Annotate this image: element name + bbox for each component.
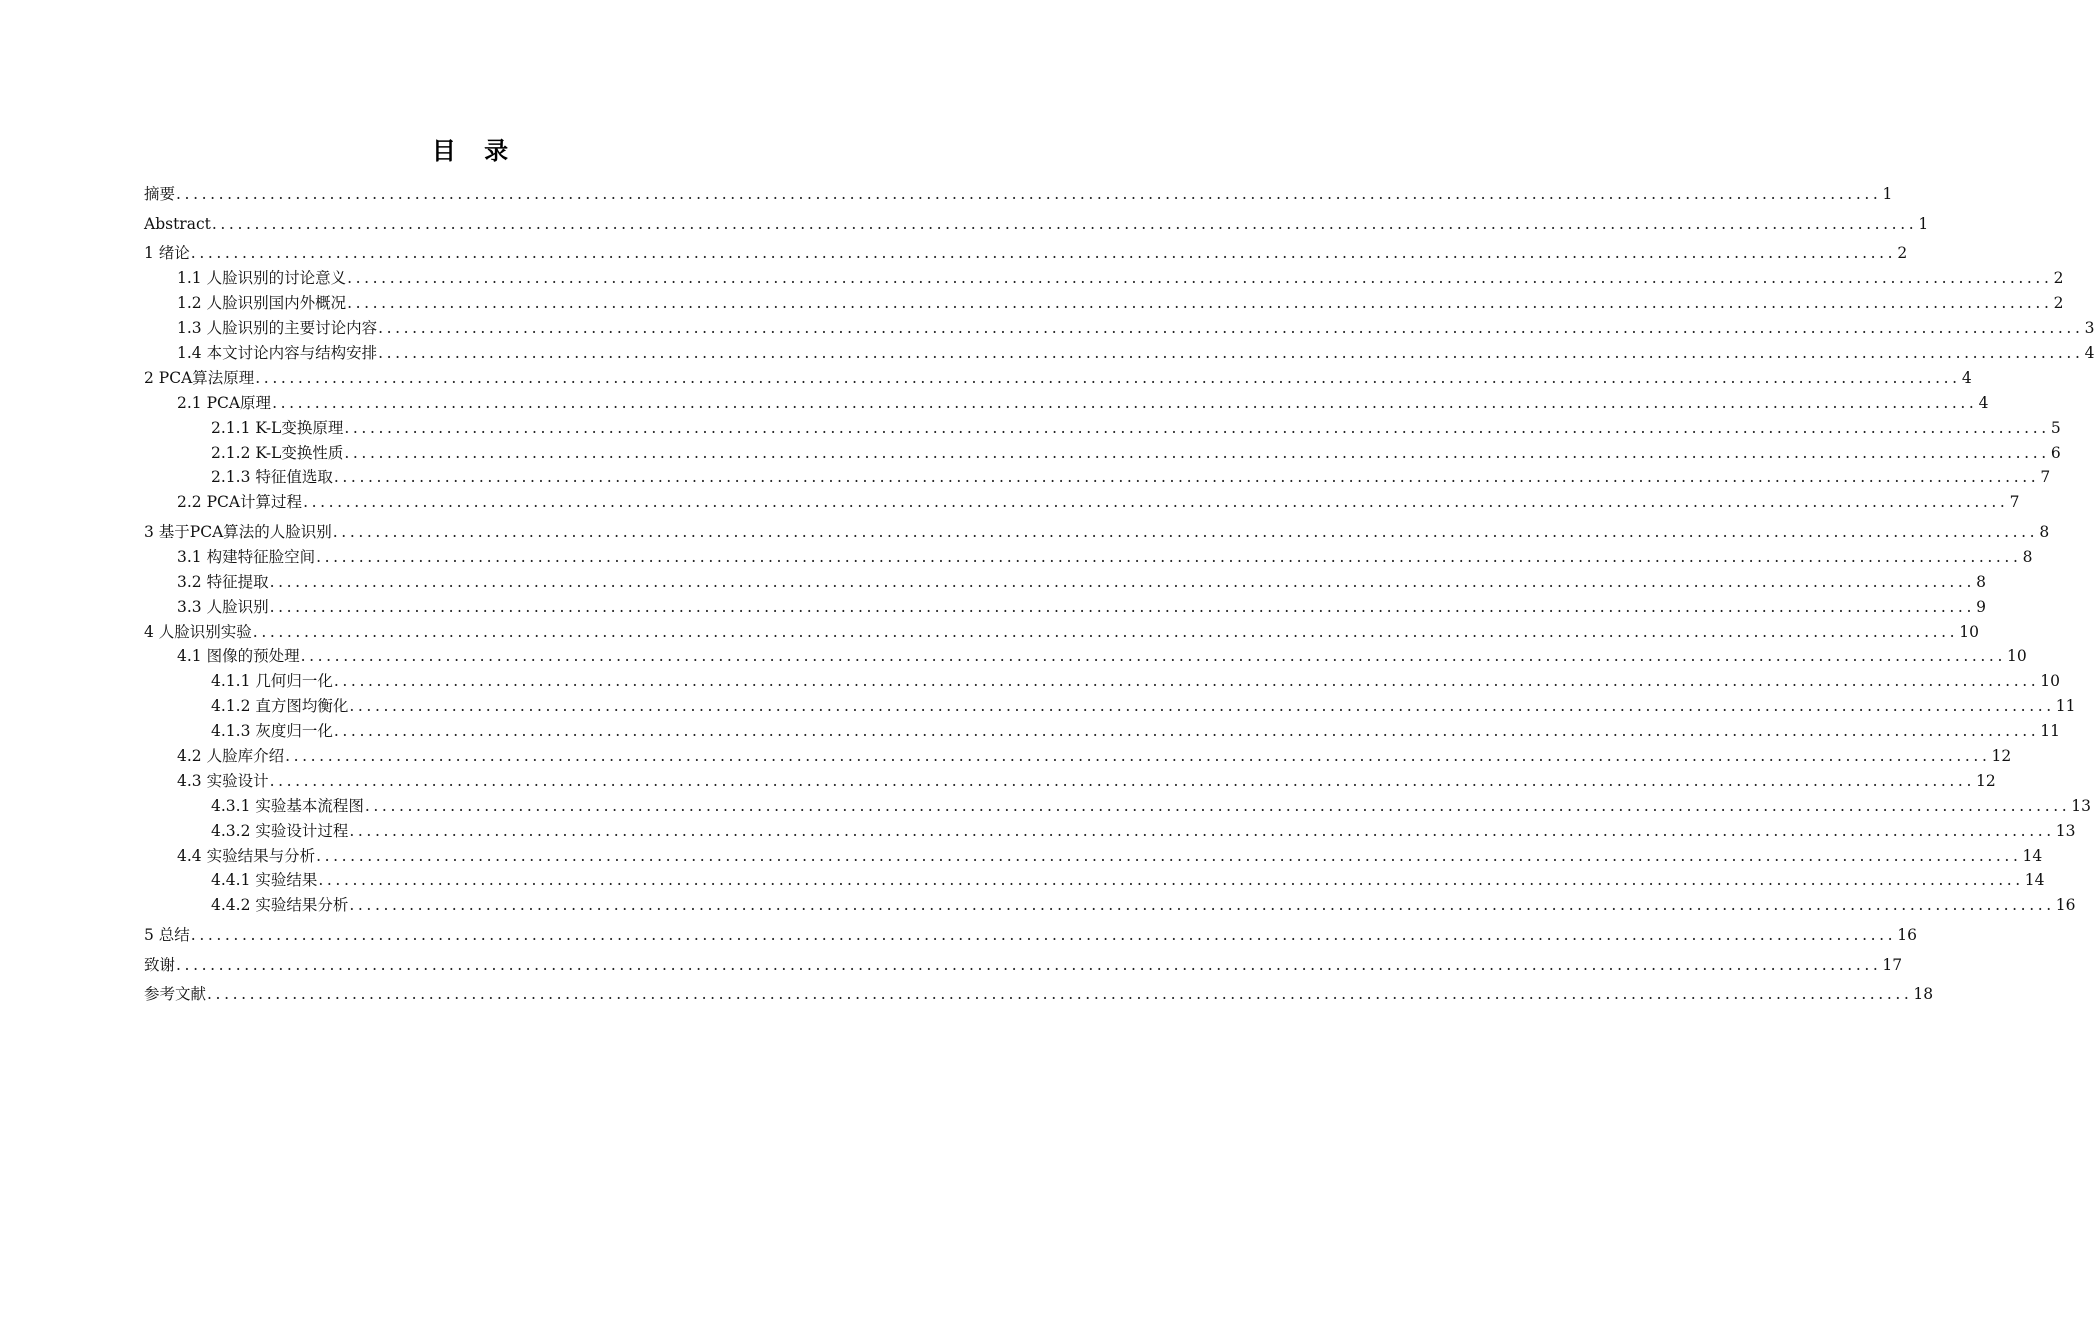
toc-entry-page-number: 7 [2009, 493, 2020, 512]
dot-leader: ........................................................................................................................................................................................................ [285, 746, 1991, 765]
dot-leader: ........................................................................................................................................................................................................ [269, 771, 1975, 790]
toc-entry [144, 620, 1979, 645]
toc-entry-page-number: 4 [1961, 368, 1972, 387]
toc-entry [144, 465, 2051, 490]
toc-entry [144, 316, 2094, 341]
toc-entry-page-number: 4 [1978, 393, 1989, 412]
toc-entry [144, 669, 2061, 694]
dot-leader: ........................................................................................................................................................................................................ [211, 214, 1918, 233]
dot-leader: ........................................................................................................................................................................................................ [190, 244, 1897, 263]
toc-entry-title: 4.1.3 灰度归一化 [211, 722, 333, 741]
toc-entry [144, 182, 1893, 207]
toc-entry [144, 923, 1917, 948]
dot-leader: ........................................................................................................................................................................................................ [349, 821, 2055, 840]
dot-leader: ........................................................................................................................................................................................................ [255, 368, 1961, 387]
toc-entry [144, 595, 1986, 620]
toc-entry-page-number: 16 [2055, 896, 2076, 915]
toc-entry [144, 868, 2045, 893]
toc-entry-title: 2 PCA算法原理 [144, 368, 255, 387]
toc-entry-page-number: 10 [2006, 647, 2027, 666]
toc-entry-title: 4.4.2 实验结果分析 [211, 896, 349, 915]
dot-leader: ........................................................................................................................................................................................................ [176, 185, 1882, 203]
toc-entry [144, 694, 2076, 719]
dot-leader: ........................................................................................................................................................................................................ [303, 493, 2009, 512]
toc-entry-title: 1 绪论 [144, 244, 190, 263]
toc-entry-title: 致谢 [144, 955, 176, 974]
dot-leader: ........................................................................................................................................................................................................ [347, 294, 2053, 313]
toc-entry-title: 2.2 PCA计算过程 [177, 493, 303, 512]
dot-leader: ........................................................................................................................................................................................................ [364, 796, 2071, 815]
toc-entry-title: 1.1 人脸识别的讨论意义 [177, 269, 347, 288]
dot-leader: ........................................................................................................................................................................................................ [300, 647, 2006, 666]
toc-title: 目 录 [431, 137, 519, 165]
toc-entry-page-number: 12 [1975, 771, 1996, 790]
toc-entry-page-number: 14 [2024, 871, 2045, 890]
toc-entry-title: 4 人脸识别实验 [144, 622, 252, 641]
toc-entry-title: 4.3.2 实验设计过程 [211, 821, 349, 840]
toc-entry-title: 参考文献 [144, 985, 207, 1004]
dot-leader: ........................................................................................................................................................................................................ [207, 985, 1913, 1004]
toc-entry-title: 4.1.2 直方图均衡化 [211, 697, 349, 716]
toc-entry-title: 3.1 构建特征脸空间 [177, 547, 316, 566]
dot-leader: ........................................................................................................................................................................................................ [333, 672, 2040, 691]
toc-entry [144, 391, 1989, 416]
toc-entry [144, 719, 2061, 744]
toc-entry-page-number: 17 [1882, 955, 1903, 974]
toc-entry-title: 4.3 实验设计 [177, 771, 269, 790]
toc-entry-title: 3.2 特征提取 [177, 572, 269, 591]
toc-entry [144, 819, 2076, 844]
toc-entry [144, 441, 2061, 466]
toc-entry-title: 1.4 本文讨论内容与结构安排 [177, 343, 378, 362]
dot-leader: ........................................................................................................................................................................................................ [316, 846, 2022, 865]
toc-entry-title: Abstract [144, 214, 211, 233]
toc-entry-title: 4.4.1 实验结果 [211, 871, 318, 890]
toc-entry-page-number: 13 [2055, 821, 2076, 840]
toc-entry [144, 490, 2020, 515]
toc-entry-title: 2.1.1 K-L变换原理 [211, 418, 344, 437]
toc-entry-page-number: 1 [1882, 185, 1893, 203]
toc-entry-title: 摘要 [144, 185, 176, 203]
table-of-contents [144, 182, 2094, 1007]
toc-entry-page-number: 11 [2040, 722, 2061, 741]
toc-entry [144, 520, 2050, 545]
toc-entry-page-number: 10 [2040, 672, 2061, 691]
toc-entry-page-number: 18 [1913, 985, 1934, 1004]
toc-entry-title: 4.4 实验结果与分析 [177, 846, 316, 865]
toc-entry [144, 291, 2064, 316]
dot-leader: ........................................................................................................................................................................................................ [316, 547, 2022, 566]
toc-entry-title: 5 总结 [144, 926, 190, 945]
toc-entry [144, 844, 2043, 869]
toc-entry-title: 1.3 人脸识别的主要讨论内容 [177, 319, 378, 338]
toc-entry-page-number: 7 [2040, 468, 2051, 487]
toc-entry-page-number: 12 [1991, 746, 2012, 765]
dot-leader: ........................................................................................................................................................................................................ [344, 418, 2050, 437]
dot-leader: ........................................................................................................................................................................................................ [333, 722, 2040, 741]
dot-leader: ........................................................................................................................................................................................................ [347, 269, 2053, 288]
dot-leader: ........................................................................................................................................................................................................ [378, 319, 2084, 338]
toc-entry-page-number: 6 [2050, 443, 2061, 462]
toc-entry-page-number: 8 [2022, 547, 2033, 566]
dot-leader: ........................................................................................................................................................................................................ [344, 443, 2050, 462]
toc-entry [144, 953, 1903, 978]
toc-entry [144, 794, 2092, 819]
toc-entry-page-number: 4 [2084, 343, 2094, 362]
dot-leader: ........................................................................................................................................................................................................ [318, 871, 2024, 890]
toc-entry-page-number: 1 [1918, 214, 1929, 233]
toc-entry-page-number: 11 [2055, 697, 2076, 716]
toc-entry [144, 982, 1934, 1007]
dot-leader: ........................................................................................................................................................................................................ [272, 393, 1978, 412]
toc-entry [144, 266, 2064, 291]
toc-entry [144, 416, 2061, 441]
toc-entry [144, 570, 1986, 595]
dot-leader: ........................................................................................................................................................................................................ [176, 955, 1882, 974]
dot-leader: ........................................................................................................................................................................................................ [332, 522, 2039, 541]
toc-entry-page-number: 14 [2022, 846, 2043, 865]
toc-entry-page-number: 2 [1897, 244, 1908, 263]
toc-entry-title: 4.3.1 实验基本流程图 [211, 796, 364, 815]
dot-leader: ........................................................................................................................................................................................................ [252, 622, 1959, 641]
toc-entry-page-number: 5 [2050, 418, 2061, 437]
toc-entry-title: 3 基于PCA算法的人脸识别 [144, 522, 332, 541]
toc-entry-title: 1.2 人脸识别国内外概况 [177, 294, 347, 313]
toc-entry [144, 241, 1908, 266]
toc-entry-title: 2.1 PCA原理 [177, 393, 272, 412]
toc-entry-page-number: 10 [1959, 622, 1979, 641]
toc-entry-page-number: 16 [1897, 926, 1917, 945]
toc-entry-title: 4.1 图像的预处理 [177, 647, 300, 666]
toc-entry-page-number: 8 [1976, 572, 1986, 591]
toc-entry [144, 893, 2076, 918]
toc-entry [144, 744, 2012, 769]
toc-entry-page-number: 3 [2084, 319, 2094, 338]
toc-entry-page-number: 2 [2053, 294, 2064, 313]
toc-entry [144, 644, 2027, 669]
toc-entry [144, 545, 2033, 570]
toc-entry-title: 4.2 人脸库介绍 [177, 746, 285, 765]
toc-entry-title: 4.1.1 几何归一化 [211, 672, 333, 691]
toc-entry-title: 2.1.3 特征值选取 [211, 468, 333, 487]
toc-entry-title: 2.1.2 K-L变换性质 [211, 443, 344, 462]
dot-leader: ........................................................................................................................................................................................................ [269, 572, 1975, 591]
toc-entry-title: 3.3 人脸识别 [177, 597, 269, 616]
dot-leader: ........................................................................................................................................................................................................ [378, 343, 2084, 362]
toc-entry [144, 341, 2094, 366]
dot-leader: ........................................................................................................................................................................................................ [349, 896, 2055, 915]
toc-entry-page-number: 9 [1976, 597, 1986, 616]
toc-entry [144, 212, 1929, 237]
toc-entry [144, 366, 1972, 391]
toc-entry-page-number: 13 [2071, 796, 2092, 815]
dot-leader: ........................................................................................................................................................................................................ [190, 926, 1897, 945]
dot-leader: ........................................................................................................................................................................................................ [269, 597, 1975, 616]
toc-entry-page-number: 8 [2039, 522, 2050, 541]
toc-entry-page-number: 2 [2053, 269, 2064, 288]
dot-leader: ........................................................................................................................................................................................................ [333, 468, 2040, 487]
toc-entry [144, 769, 1996, 794]
dot-leader: ........................................................................................................................................................................................................ [349, 697, 2055, 716]
